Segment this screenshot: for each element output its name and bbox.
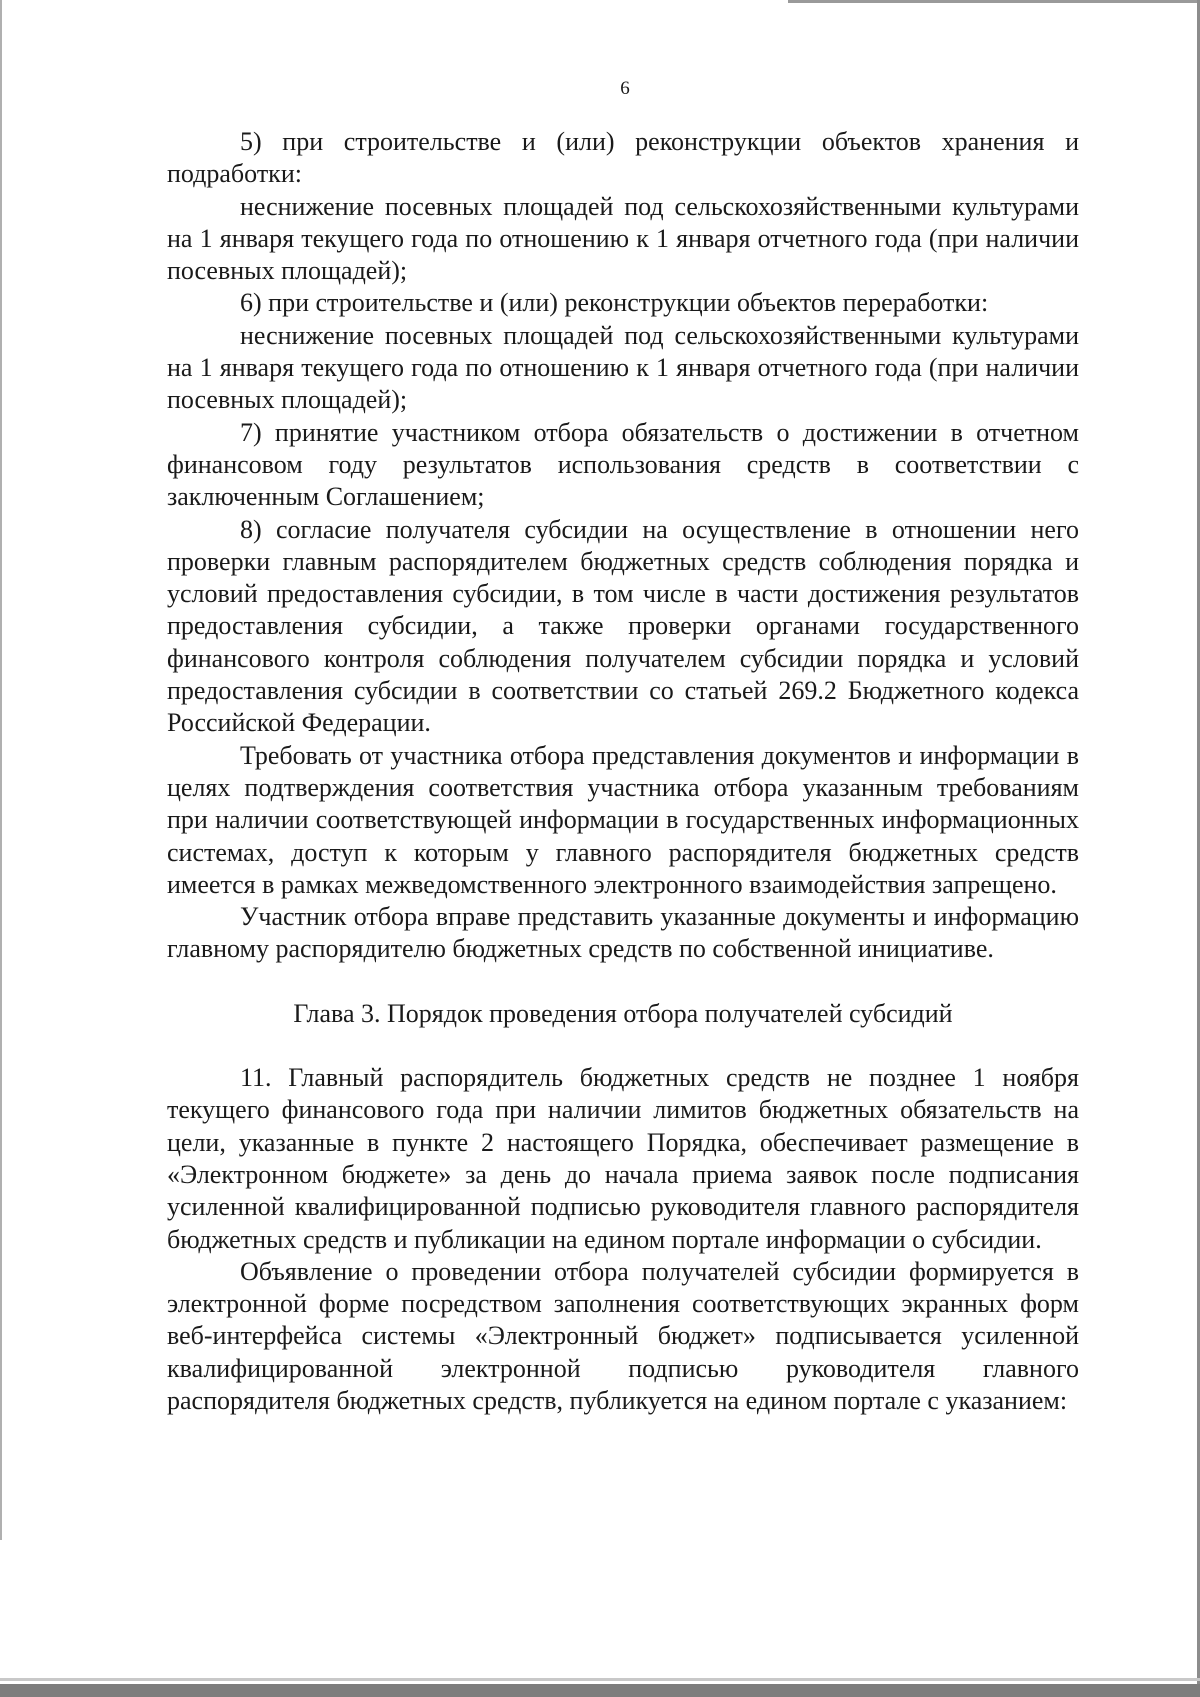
document-body (167, 126, 1079, 1417)
paragraph-item-6: 6) при строительстве и (или) реконструкции объектов переработки: (240, 288, 989, 318)
scan-edge-bottom (0, 1684, 1200, 1697)
paragraph-announcement: Объявление о проведении отбора получателей субсидии формируется в электронной форме посредством заполнения соответствующих экранных форм веб-интерфейса системы «Электронный бюджет» подписывается усиленной квалифицированной электронной подписью руководителя главного распорядителя бюджетных средств, публикуется на едином портале с указанием: (167, 1256, 1079, 1415)
paragraph-item-6-requirement: неснижение посевных площадей под сельскохозяйственными культурами на 1 января текущего года по отношению к 1 января отчетного года (при наличии посевных площадей); (167, 320, 1079, 415)
paragraph-prohibition: Требовать от участника отбора представления документов и информации в целях подтверждения соответствия участника отбора указанным требованиям при наличии соответствующей информации в государственных информационных системах, доступ к которым у главного распорядителя бюджетных средств имеется в рамках межведомственного электронного взаимодействия запрещено. (167, 740, 1079, 899)
paragraph-item-5-requirement: неснижение посевных площадей под сельскохозяйственными культурами на 1 января текущего года по отношению к 1 января отчетного года (при наличии посевных площадей); (167, 191, 1079, 286)
paragraph-item-5: 5) при строительстве и (или) реконструкции объектов хранения и подработки: (167, 127, 1079, 189)
scan-edge-bottom-light (0, 1678, 1200, 1681)
scan-edge-left (0, 0, 2, 1540)
paragraph-clause-11: 11. Главный распорядитель бюджетных средств не позднее 1 ноября текущего финансового года при наличии лимитов бюджетных обязательств на цели, указанные в пункте 2 настоящего Порядка, обеспечивает размещение в «Электронном бюджете» за день до начала приема заявок после подписания усиленной квалифицированной подписью руководителя главного распорядителя бюджетных средств и публикации на едином портале информации о субсидии. (167, 1063, 1079, 1254)
scan-edge-top (788, 0, 1200, 3)
paragraph-item-7: 7) принятие участником отбора обязательств о достижении в отчетном финансовом году результатов использования средств в соответствии с заключенным Соглашением; (167, 417, 1079, 512)
chapter-heading: Глава 3. Порядок проведения отбора получателей субсидий (293, 998, 953, 1028)
paragraph-item-8: 8) согласие получателя субсидии на осуществление в отношении него проверки главным распорядителем бюджетных средств соблюдения порядка и условий предоставления субсидии, в том числе в части достижения результатов предоставления субсидии, а также проверки органами государственного финансового контроля соблюдения получателем субсидии порядка и условий предоставления субсидии в соответствии со статьей 269.2 Бюджетного кодекса Российской Федерации. (167, 514, 1079, 738)
page-number: 6 (620, 78, 630, 99)
paragraph-participant-right: Участник отбора вправе представить указанные документы и информацию главному распорядителю бюджетных средств по собственной инициативе. (167, 902, 1079, 964)
